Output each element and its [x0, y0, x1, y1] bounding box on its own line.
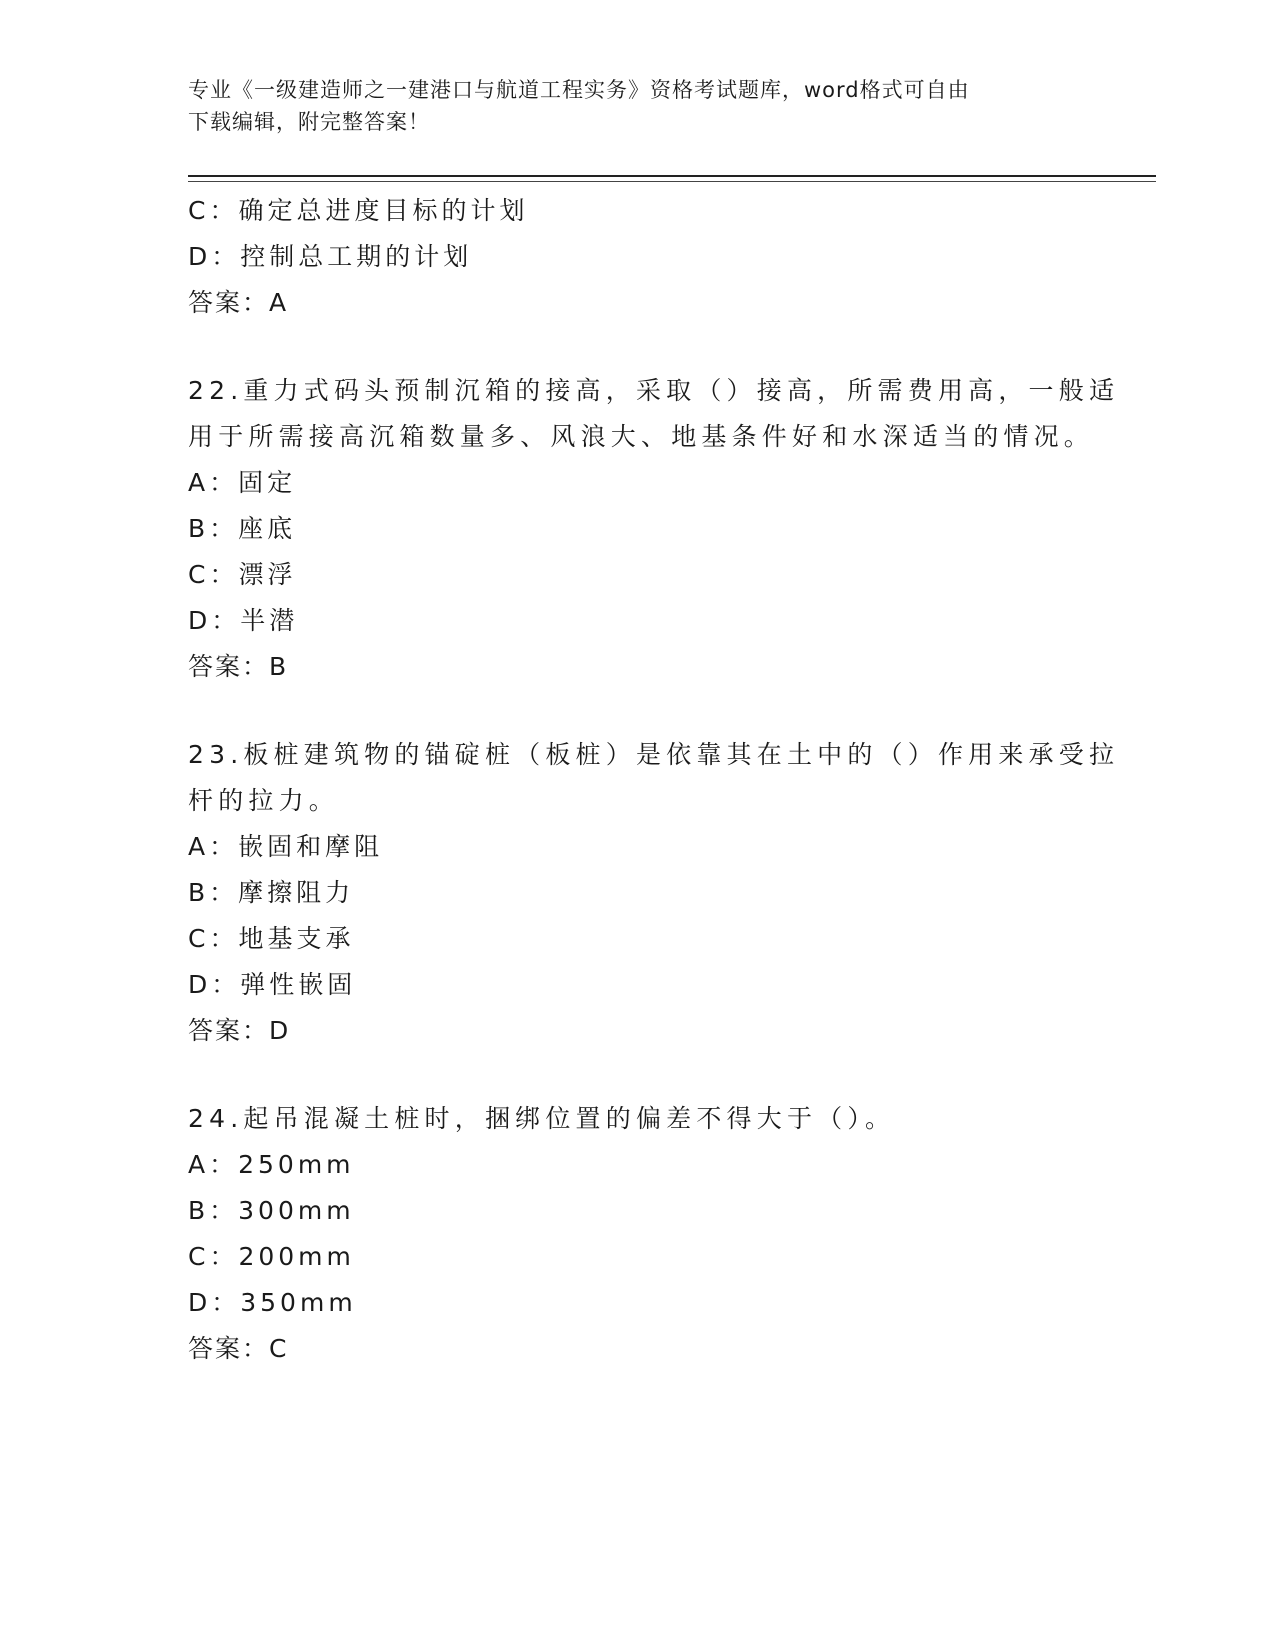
question-24	[188, 1096, 1088, 1372]
question-list	[188, 188, 1120, 1372]
document-header	[188, 74, 1068, 138]
header-rule-thick	[188, 175, 1156, 177]
option-b: B：300mm	[188, 1196, 355, 1225]
previous-question-tail	[188, 188, 1088, 326]
option-c: C：漂浮	[188, 560, 297, 589]
option-d: D：控制总工期的计划	[188, 242, 473, 271]
option-a: A：嵌固和摩阻	[188, 832, 384, 861]
option-a: A：固定	[188, 468, 297, 497]
question-22	[188, 368, 1120, 690]
option-d: D：350mm	[188, 1288, 357, 1317]
option-a: A：250mm	[188, 1150, 355, 1179]
question-stem-line: 22.重力式码头预制沉箱的接高，采取（）接高，所需费用高，一般适	[188, 376, 1120, 405]
question-stem-line: 24.起吊混凝土桩时，捆绑位置的偏差不得大于（）。	[188, 1104, 896, 1133]
option-d: D：弹性嵌固	[188, 970, 357, 999]
question-stem-line: 用于所需接高沉箱数量多、风浪大、地基条件好和水深适当的情况。	[188, 422, 1095, 451]
question-stem-line: 23.板桩建筑物的锚碇桩（板桩）是依靠其在土中的（）作用来承受拉	[188, 740, 1120, 769]
answer-line: 答案：B	[188, 652, 289, 681]
answer-line: 答案：A	[188, 288, 289, 317]
question-23	[188, 732, 1120, 1054]
answer-line: 答案：D	[188, 1016, 291, 1045]
option-b: B：摩擦阻力	[188, 878, 355, 907]
option-c: C：200mm	[188, 1242, 355, 1271]
header-line-2: 下载编辑，附完整答案！	[188, 110, 430, 134]
question-stem-line: 杆的拉力。	[188, 786, 340, 815]
option-c: C：确定总进度目标的计划	[188, 196, 529, 225]
header-line-1: 专业《一级建造师之一建港口与航道工程实务》资格考试题库，word格式可自由	[188, 78, 970, 102]
option-c: C：地基支承	[188, 924, 355, 953]
answer-line: 答案：C	[188, 1334, 289, 1363]
option-b: B：座底	[188, 514, 297, 543]
option-d: D：半潜	[188, 606, 299, 635]
header-rule-thin	[188, 181, 1156, 182]
